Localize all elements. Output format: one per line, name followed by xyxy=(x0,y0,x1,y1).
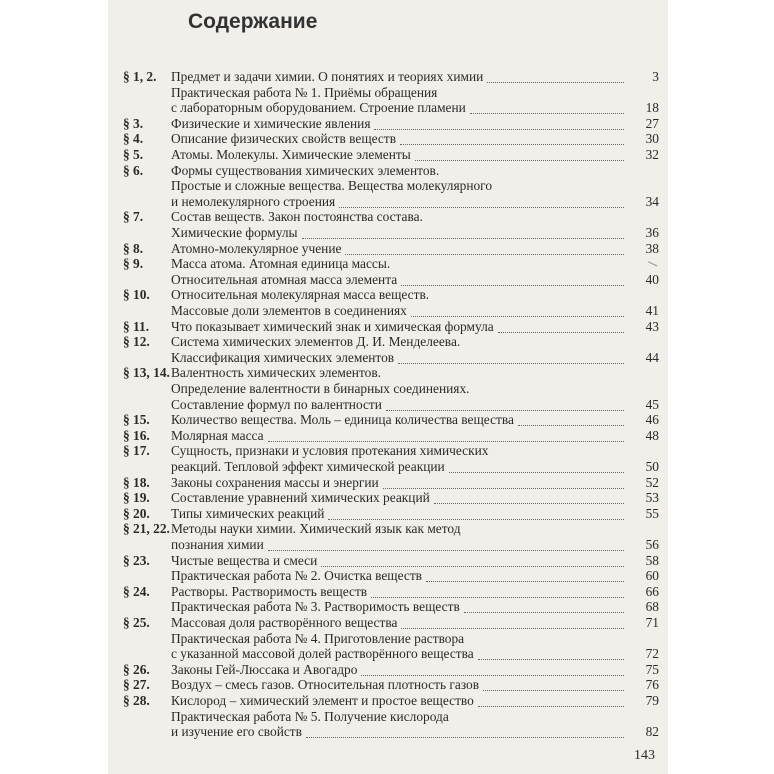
toc-entry xyxy=(108,225,668,240)
section-number: § 20. xyxy=(123,505,150,521)
entry-title: Законы сохранения массы и энергии xyxy=(171,474,379,490)
dot-leader xyxy=(449,471,624,473)
entry-title: познания химии xyxy=(171,537,264,552)
section-number: § 19. xyxy=(123,490,150,506)
dot-leader xyxy=(321,565,624,567)
dot-leader xyxy=(328,518,624,520)
toc-entry xyxy=(108,131,668,146)
dot-leader xyxy=(470,112,624,114)
entry-title: Атомно-молекулярное учение xyxy=(171,240,342,256)
entry-title: Практическая работа № 3. Растворимость веществ xyxy=(171,599,460,615)
toc-entry xyxy=(108,334,668,349)
book-page xyxy=(108,0,668,774)
entry-page: 40 xyxy=(645,271,659,287)
section-number: § 9. xyxy=(123,256,144,272)
toc-entry xyxy=(108,163,668,178)
toc-entry xyxy=(108,677,668,692)
entry-title: Валентность химических элементов. xyxy=(171,365,382,381)
toc-entry xyxy=(108,256,668,271)
entry-page: 82 xyxy=(645,724,659,740)
entry-title: Простые и сложные вещества. Вещества молекулярного xyxy=(171,178,493,194)
entry-title: Типы химических реакций xyxy=(171,505,325,521)
entry-title: Формы существования химических элементов. xyxy=(171,162,440,178)
entry-title: реакций. Тепловой эффект химической реакции xyxy=(171,459,445,474)
toc-entry xyxy=(108,521,668,536)
toc-entry xyxy=(108,365,668,380)
toc-entry xyxy=(108,319,668,334)
dot-leader xyxy=(383,487,624,489)
toc-entry xyxy=(108,693,668,708)
dot-leader xyxy=(371,596,624,598)
toc-entry xyxy=(108,537,668,552)
toc-entry xyxy=(108,615,668,630)
entry-title: Составление формул по валентности xyxy=(171,396,382,412)
section-number: § 1, 2. xyxy=(123,69,157,84)
entry-title: Относительная молекулярная масса веществ. xyxy=(171,287,430,303)
dot-leader xyxy=(415,159,624,161)
toc-entry xyxy=(108,724,668,739)
entry-page: 55 xyxy=(645,505,659,521)
dot-leader xyxy=(268,440,624,442)
entry-title: Химические формулы xyxy=(171,225,298,240)
dot-leader xyxy=(426,580,624,582)
toc-entry xyxy=(108,209,668,224)
toc-entry xyxy=(108,646,668,661)
toc-entry xyxy=(108,350,668,365)
section-number: § 12. xyxy=(123,334,150,350)
section-number: § 10. xyxy=(123,287,150,303)
entry-title: Атомы. Молекулы. Химические элементы xyxy=(171,147,411,162)
toc-entry xyxy=(108,631,668,646)
toc-entry xyxy=(108,553,668,568)
entry-page: 38 xyxy=(645,240,659,256)
section-number: § 13, 14. xyxy=(123,365,170,381)
dot-leader xyxy=(374,128,624,130)
dot-leader xyxy=(498,331,624,333)
section-number: § 3. xyxy=(123,115,144,131)
entry-page: 18 xyxy=(645,100,659,116)
section-number: § 26. xyxy=(123,661,150,677)
entry-page: 58 xyxy=(645,552,659,568)
toc-entry xyxy=(108,69,668,84)
entry-title: Практическая работа № 4. Приготовление раствора xyxy=(171,630,465,646)
entry-title: Растворы. Растворимость веществ xyxy=(171,583,368,599)
entry-title: с лабораторным оборудованием. Строение пламени xyxy=(171,100,466,116)
entry-page: 53 xyxy=(645,490,659,506)
entry-page: 41 xyxy=(645,303,659,318)
toc-entry xyxy=(108,412,668,427)
dot-leader xyxy=(434,502,624,504)
toc-entry xyxy=(108,272,668,287)
entry-title: Массовая доля растворённого вещества xyxy=(171,615,398,630)
dot-leader xyxy=(386,409,624,411)
dot-leader xyxy=(487,81,624,83)
dot-leader xyxy=(361,674,624,676)
entry-title: и изучение его свойств xyxy=(171,724,302,740)
toc-entry xyxy=(108,490,668,505)
entry-title: Практическая работа № 5. Получение кислорода xyxy=(171,708,449,724)
entry-title: с указанной массовой долей растворённого вещества xyxy=(171,646,474,662)
dot-leader xyxy=(464,611,624,613)
dot-leader xyxy=(478,705,624,707)
entry-title: Масса атома. Атомная единица массы. xyxy=(171,256,391,272)
entry-page: 60 xyxy=(645,568,659,584)
dot-leader xyxy=(483,689,624,691)
entry-page: 46 xyxy=(645,412,659,428)
toc-entry xyxy=(108,709,668,724)
dot-leader xyxy=(339,206,624,208)
entry-title: Практическая работа № 1. Приёмы обращения xyxy=(171,84,438,100)
dot-leader xyxy=(398,362,624,364)
dot-leader xyxy=(518,424,624,426)
entry-page: 68 xyxy=(645,599,659,615)
toc-entry xyxy=(108,116,668,131)
toc-entry xyxy=(108,475,668,490)
entry-title: Законы Гей-Люссака и Авогадро xyxy=(171,661,358,677)
section-number: § 8. xyxy=(123,240,144,256)
section-number: § 11. xyxy=(123,318,150,334)
entry-page: 48 xyxy=(645,427,659,443)
toc-entry xyxy=(108,147,668,162)
dot-leader xyxy=(400,143,624,145)
entry-title: Чистые вещества и смеси xyxy=(171,552,318,568)
entry-title: Кислород – химический элемент и простое вещество xyxy=(171,693,474,708)
page-number: 143 xyxy=(634,748,655,763)
entry-title: Массовые доли элементов в соединениях xyxy=(171,303,407,318)
toc-entry xyxy=(108,287,668,302)
toc-entry xyxy=(108,100,668,115)
section-number: § 5. xyxy=(123,147,144,162)
page-title: Содержание xyxy=(188,10,318,33)
entry-page: 56 xyxy=(645,537,659,552)
entry-page: 66 xyxy=(645,583,659,599)
dot-leader xyxy=(401,284,624,286)
section-number: § 18. xyxy=(123,474,150,490)
toc-entry xyxy=(108,428,668,443)
toc-entry xyxy=(108,241,668,256)
entry-page: 71 xyxy=(645,615,659,630)
section-number: § 6. xyxy=(123,162,144,178)
dot-leader xyxy=(411,315,624,317)
entry-title: Система химических элементов Д. И. Менделеева. xyxy=(171,334,461,350)
entry-page: 44 xyxy=(645,349,659,365)
section-number: § 21, 22. xyxy=(123,521,170,537)
entry-title: Практическая работа № 2. Очистка веществ xyxy=(171,568,423,584)
entry-page: 72 xyxy=(645,646,659,662)
section-number: § 4. xyxy=(123,131,144,147)
entry-title: Относительная атомная масса элемента xyxy=(171,271,398,287)
entry-page: 50 xyxy=(645,459,659,474)
entry-title: Классификация химических элементов xyxy=(171,349,395,365)
toc-entry xyxy=(108,568,668,583)
section-number: § 25. xyxy=(123,615,150,630)
section-number: § 17. xyxy=(123,443,150,459)
entry-page: 30 xyxy=(645,131,659,147)
entry-page: 34 xyxy=(645,193,659,209)
entry-page: 76 xyxy=(645,677,659,693)
entry-page: 36 xyxy=(645,225,659,240)
section-number: § 27. xyxy=(123,677,150,693)
entry-title: Состав веществ. Закон постоянства состава. xyxy=(171,209,423,225)
entry-title: Сущность, признаки и условия протекания химических xyxy=(171,443,489,459)
toc-entry xyxy=(108,599,668,614)
toc-entry xyxy=(108,662,668,677)
entry-title: Описание физических свойств веществ xyxy=(171,131,397,147)
section-number: § 28. xyxy=(123,693,150,708)
entry-page: 79 xyxy=(645,693,659,708)
entry-title: Составление уравнений химических реакций xyxy=(171,490,430,506)
dot-leader xyxy=(302,237,624,239)
toc-entry xyxy=(108,178,668,193)
entry-title: Что показывает химический знак и химическая формула xyxy=(171,318,494,334)
dot-leader xyxy=(345,253,624,255)
entry-page: 52 xyxy=(645,474,659,490)
section-number: § 7. xyxy=(123,209,144,225)
entry-title: и немолекулярного строения xyxy=(171,193,336,209)
entry-title: Молярная масса xyxy=(171,427,264,443)
entry-title: Воздух – смесь газов. Относительная плотность газов xyxy=(171,677,480,693)
dot-leader xyxy=(268,549,624,551)
toc-entry xyxy=(108,303,668,318)
toc-entry xyxy=(108,194,668,209)
entry-page: 43 xyxy=(645,318,659,334)
section-number: § 16. xyxy=(123,427,150,443)
entry-page: 75 xyxy=(645,661,659,677)
entry-page: 3 xyxy=(652,69,659,84)
toc-entry xyxy=(108,443,668,458)
toc-entry xyxy=(108,584,668,599)
section-number: § 24. xyxy=(123,583,150,599)
entry-page: 27 xyxy=(645,115,659,131)
entry-title: Определение валентности в бинарных соединениях. xyxy=(171,381,470,396)
entry-title: Количество вещества. Моль – единица количества вещества xyxy=(171,412,514,428)
dot-leader xyxy=(401,627,624,629)
dot-leader xyxy=(306,736,624,738)
section-number: § 23. xyxy=(123,552,150,568)
entry-page: 32 xyxy=(645,147,659,162)
toc-entry xyxy=(108,459,668,474)
dot-leader xyxy=(478,658,624,660)
entry-title: Физические и химические явления xyxy=(171,115,371,131)
toc-entry xyxy=(108,381,668,396)
toc-entry xyxy=(108,85,668,100)
section-number: § 15. xyxy=(123,412,150,428)
entry-page: 45 xyxy=(645,396,659,412)
toc-entry xyxy=(108,397,668,412)
entry-title: Предмет и задачи химии. О понятиях и теориях химии xyxy=(171,69,484,84)
entry-title: Методы науки химии. Химический язык как метод xyxy=(171,521,461,537)
toc-entry xyxy=(108,506,668,521)
